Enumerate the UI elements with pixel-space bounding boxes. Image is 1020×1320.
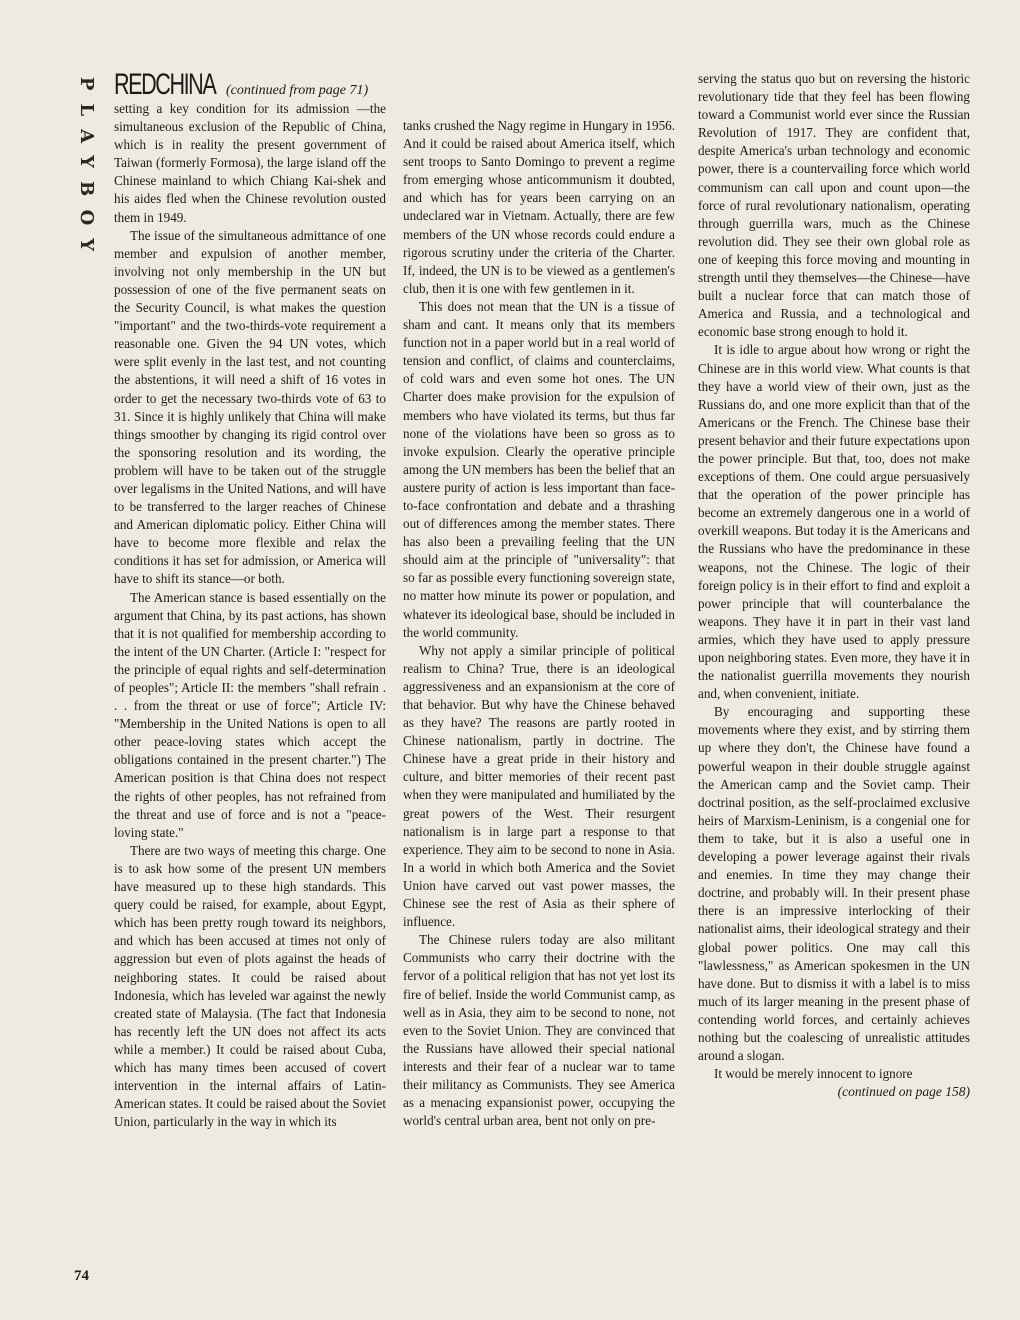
text-column-3 [698, 70, 970, 1101]
paragraph: The Chinese rulers today are also militant Communists who carry their doctrine with the fervor of a political religion that has not yet lost its fire of belief. Inside the world Communist camp, as well as in Asia, they aim to be second to none, not even to the Soviet Union. They are convinced that the Russians have allowed their special national interests and their fear of a nuclear war to tame their militancy as Communists. They see America as a menacing expansionist power, occupying the world's central urban area, bent not only on pre- [403, 932, 675, 1129]
magazine-name: PLAYBOY [76, 76, 98, 264]
paragraph: There are two ways of meeting this charge. One is to ask how some of the present UN members have measured up to these high standards. This query could be raised, for example, about Egypt, which has been pretty rough toward its neighbors, and which has been accused at times not only of aggression but even of plots against the heads of neighboring states. It could be raised about Indonesia, which has leveled war against the newly created state of Malaysia. (The fact that Indonesia has recently left the UN does not affect its acts while a member.) It could be raised about Cuba, which has many times been accused of covert intervention in the internal affairs of Latin-American states. It could be raised about the Soviet Union, particularly in the way in which its [114, 842, 386, 1130]
article-title: REDCHINA [114, 68, 216, 101]
text-column-2 [403, 117, 675, 1130]
paragraph: setting a key condition for its admission —the simultaneous exclusion of the Republic of China, which is in reality the present government of Taiwan (formerly Formosa), the large island off the Chinese mainland to which Chiang Kai-shek and his aides fled when the Chinese revolution ousted them in 1949. [114, 101, 386, 225]
text-column-1 [114, 70, 386, 1131]
article-heading [114, 70, 386, 100]
magazine-name-vertical [76, 70, 98, 270]
paragraph: The issue of the simultaneous admittance of one member and expulsion of another member, involving not only membership in the UN but possession of one of the five permanent seats on the Security Council, is what makes the question "important" and the two-thirds-vote requirement a reasonable one. Given the 94 UN votes, which were split evenly in the last test, and not counting the abstentions, it will need a shift of 16 votes in order to get the necessary two-thirds vote of 63 to 31. Since it is highly unlikely that China will make things smoother by changing its rigid control over the sponsoring resolution and its wording, the problem will have to be taken out of the struggle over legalisms in the United Nations, and will have to be transferred to the larger reaches of Chinese and American diplomatic policy. Either China will have to become more flexible and relax the conditions it has set for admission, or America will have to shift its stance—or both. [114, 227, 386, 587]
paragraph: The American stance is based essentially on the argument that China, by its past actions, has shown that it is not qualified for membership according to the intent of the UN Charter. (Article I: "respect for the principle of equal rights and self-determination of peoples"; Article II: the members "shall refrain . . . from the threat or use of force"; Article IV: "Membership in the United Nations is open to all other peace-loving states which accept the obligations contained in the present charter.") The American position is that China does not respect the rights of other peoples, has not refrained from the threat and use of force and is not a "peace-loving state." [114, 589, 386, 840]
paragraph: This does not mean that the UN is a tissue of sham and cant. It means only that its members function not in a paper world but in a real world of tension and conflict, of claims and counterclaims, of cold wars and even some hot ones. The UN Charter does make provision for the expulsion of members who have violated its terms, but thus far none of the violations have been so gross as to invoke expulsion. Clearly the operative principle among the UN members has been the belief that an austere purity of action is less important than face-to-face confrontation and debate and a thrashing out of differences among the member states. There has also been a prevailing feeling that the UN should aim at the principle of "universality": that so far as possible every functioning sovereign state, no matter how minute its power or population, and whatever its ideological base, should be included in the world community. [403, 298, 675, 640]
paragraph: It would be merely innocent to ignore [714, 1066, 913, 1082]
paragraph: Why not apply a similar principle of political realism to China? True, there is an ideological aggressiveness and an expansionism at the core of that behavior. But why have the Chinese behaved as they have? The reasons are partly rooted in Chinese nationalism, partly in doctrine. The Chinese have a great pride in their history and culture, and bitter memories of their recent past when they were manipulated and humiliated by the great powers of the West. Their resurgent nationalism is in large part a response to that experience. They aim to be second to none in Asia. In a world in which both America and the Soviet Union have carved out vast power masses, the Chinese see the rest of Asia as their sphere of influence. [403, 642, 675, 930]
paragraph: serving the status quo but on reversing the historic revolutionary tide that they feel has been flowing toward a Communist world ever since the Russian Revolution of 1917. They are confident that, despite America's urban technology and economic power, there is a countervailing force which world communism can call upon and count upon—the force of rural revolutionary nationalism, operating through guerrilla wars, much as the Chinese revolution did. They see their own global role as one of keeping this force moving and mounting in strength until they themselves—the Chinese—have built a nuclear force that can match those of America and Russia, and a technological and economic base strong enough to hold it. [698, 71, 970, 340]
page-number: 74 [74, 1268, 89, 1284]
paragraph: tanks crushed the Nagy regime in Hungary in 1956. And it could be raised about America itself, which sent troops to Santo Domingo to prevent a regime from emerging whose anticommunism it doubted, and which has for years been carrying on an undeclared war in Vietnam. Actually, there are few members of the UN whose records could endure a rigorous scrutiny under the criteria of the Charter. If, indeed, the UN is to be viewed as a gentlemen's club, then it is one with few gentlemen in it. [403, 118, 675, 296]
paragraph: By encouraging and supporting these movements where they exist, and by stirring them up where they don't, the Chinese have found a powerful weapon in their double struggle against the American camp and the Soviet camp. Their doctrinal position, as the self-proclaimed exclusive heirs of Marxism-Leninism, is a congenial one for them to take, but it is also a useful one in developing a power leverage against their rivals and enemies. In time they may change their doctrine, and probably will. In their present phase there is an impressive interlocking of their nationalist aims, their ideological strategy and their global power politics. One may call this "lawlessness," as American spokesmen in the UN have done. But to dismiss it with a label is to miss much of its larger meaning in the present phase of contending world forces, and certainly achieves nothing but the coalescing of unrealistic attitudes around a slogan. [698, 704, 970, 1064]
continued-on-note: (continued on page 158) [837, 1084, 970, 1100]
continued-from-note: (continued from page 71) [226, 83, 369, 98]
paragraph: It is idle to argue about how wrong or right the Chinese are in this world view. What counts is that they have a world view of their own, just as the Russians do, and one more explicit than that of the Americans or the French. The Chinese base their present behavior and their future expectations upon the power principle. But that, too, does not make exceptions of them. One could argue persuasively that the operation of the power principle has become an extremely dangerous one in a world of overkill weapons. But today it is the Americans and the Russians who have the predominance in these weapons, not the Chinese. The logic of their foreign policy is in their effort to find and exploit a power principle that will counterbalance the weapons. They have it in part in their vast land armies, which they have used to apply pressure upon neighboring states. Even more, they have it in the nationalist guerrilla movements they nourish and, when convenient, initiate. [698, 342, 970, 702]
